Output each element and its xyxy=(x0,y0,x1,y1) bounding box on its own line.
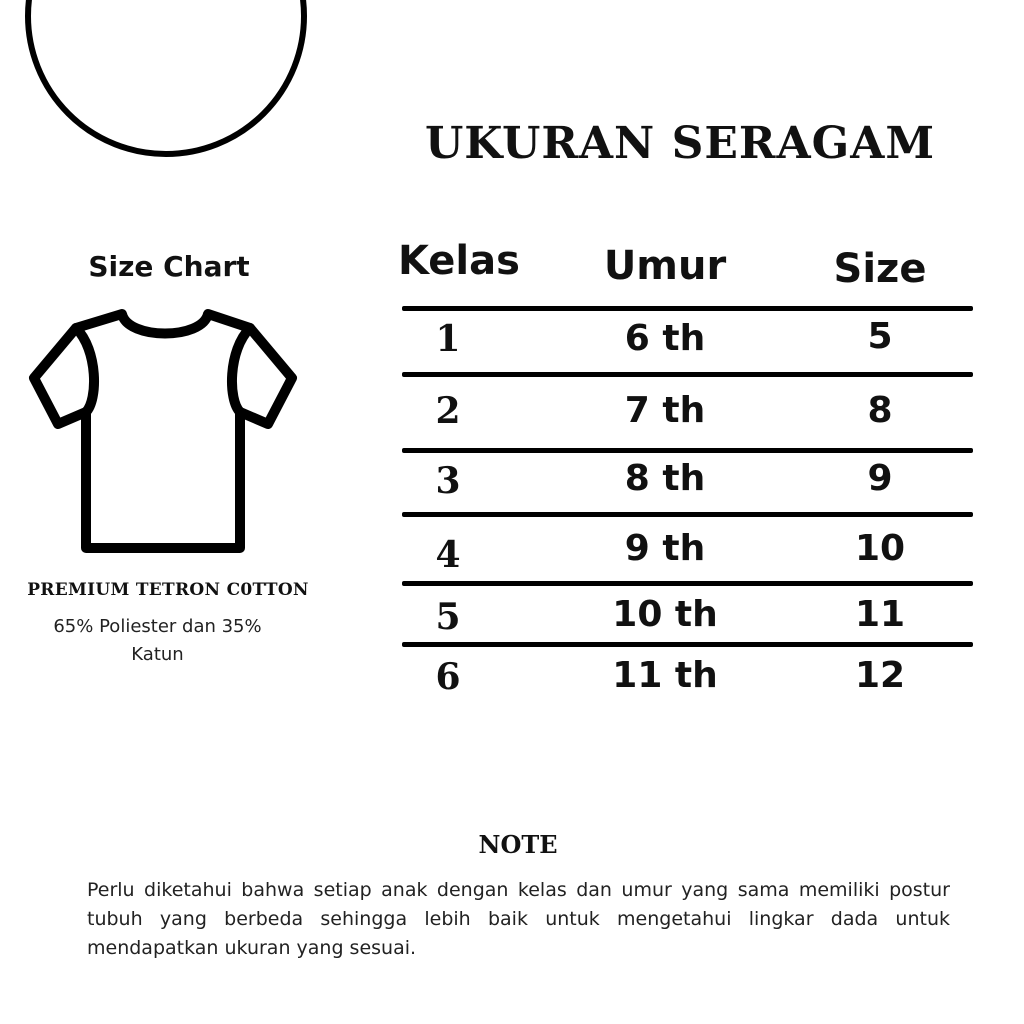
table-cell-umur: 8 th xyxy=(624,458,706,499)
table-cell-umur: 6 th xyxy=(624,318,706,359)
table-divider xyxy=(402,642,973,647)
fabric-name: PREMIUM TETRON C0TTON xyxy=(27,580,309,600)
table-cell-kelas: 6 xyxy=(435,656,461,698)
t-shirt-icon xyxy=(26,300,302,560)
table-cell-size: 9 xyxy=(867,458,893,499)
table-divider xyxy=(402,372,973,377)
column-header-kelas: Kelas xyxy=(398,238,520,284)
table-cell-kelas: 1 xyxy=(435,318,461,360)
logo-circle xyxy=(25,0,307,157)
table-cell-umur: 7 th xyxy=(624,390,706,431)
table-cell-umur: 10 th xyxy=(612,594,718,635)
table-cell-umur: 9 th xyxy=(624,528,706,569)
fabric-composition: 65% Poliester dan 35% Katun xyxy=(53,616,262,665)
note-title: NOTE xyxy=(478,830,558,859)
table-cell-size: 10 xyxy=(854,528,906,569)
table-cell-size: 11 xyxy=(854,594,906,635)
table-divider xyxy=(402,306,973,311)
column-header-umur: Umur xyxy=(603,243,727,289)
table-cell-kelas: 3 xyxy=(435,460,461,502)
size-chart-label: Size Chart xyxy=(88,250,250,283)
table-divider xyxy=(402,512,973,517)
column-header-size: Size xyxy=(833,246,927,292)
table-cell-size: 8 xyxy=(867,390,893,431)
table-cell-umur: 11 th xyxy=(612,655,718,696)
table-cell-size: 12 xyxy=(854,655,906,696)
page-title: UKURAN SERAGAM xyxy=(424,118,936,169)
table-cell-kelas: 4 xyxy=(435,534,461,576)
table-divider xyxy=(402,448,973,453)
table-cell-size: 5 xyxy=(867,316,893,357)
table-cell-kelas: 5 xyxy=(435,596,461,638)
note-text: Perlu diketahui bahwa setiap anak dengan kelas dan umur yang sama memiliki postur tubuh yang berbeda sehingga lebih baik untuk mengetahui lingkar dada untuk mendapatkan ukuran yang sesuai. xyxy=(87,879,950,959)
table-divider xyxy=(402,581,973,586)
table-cell-kelas: 2 xyxy=(435,390,461,432)
